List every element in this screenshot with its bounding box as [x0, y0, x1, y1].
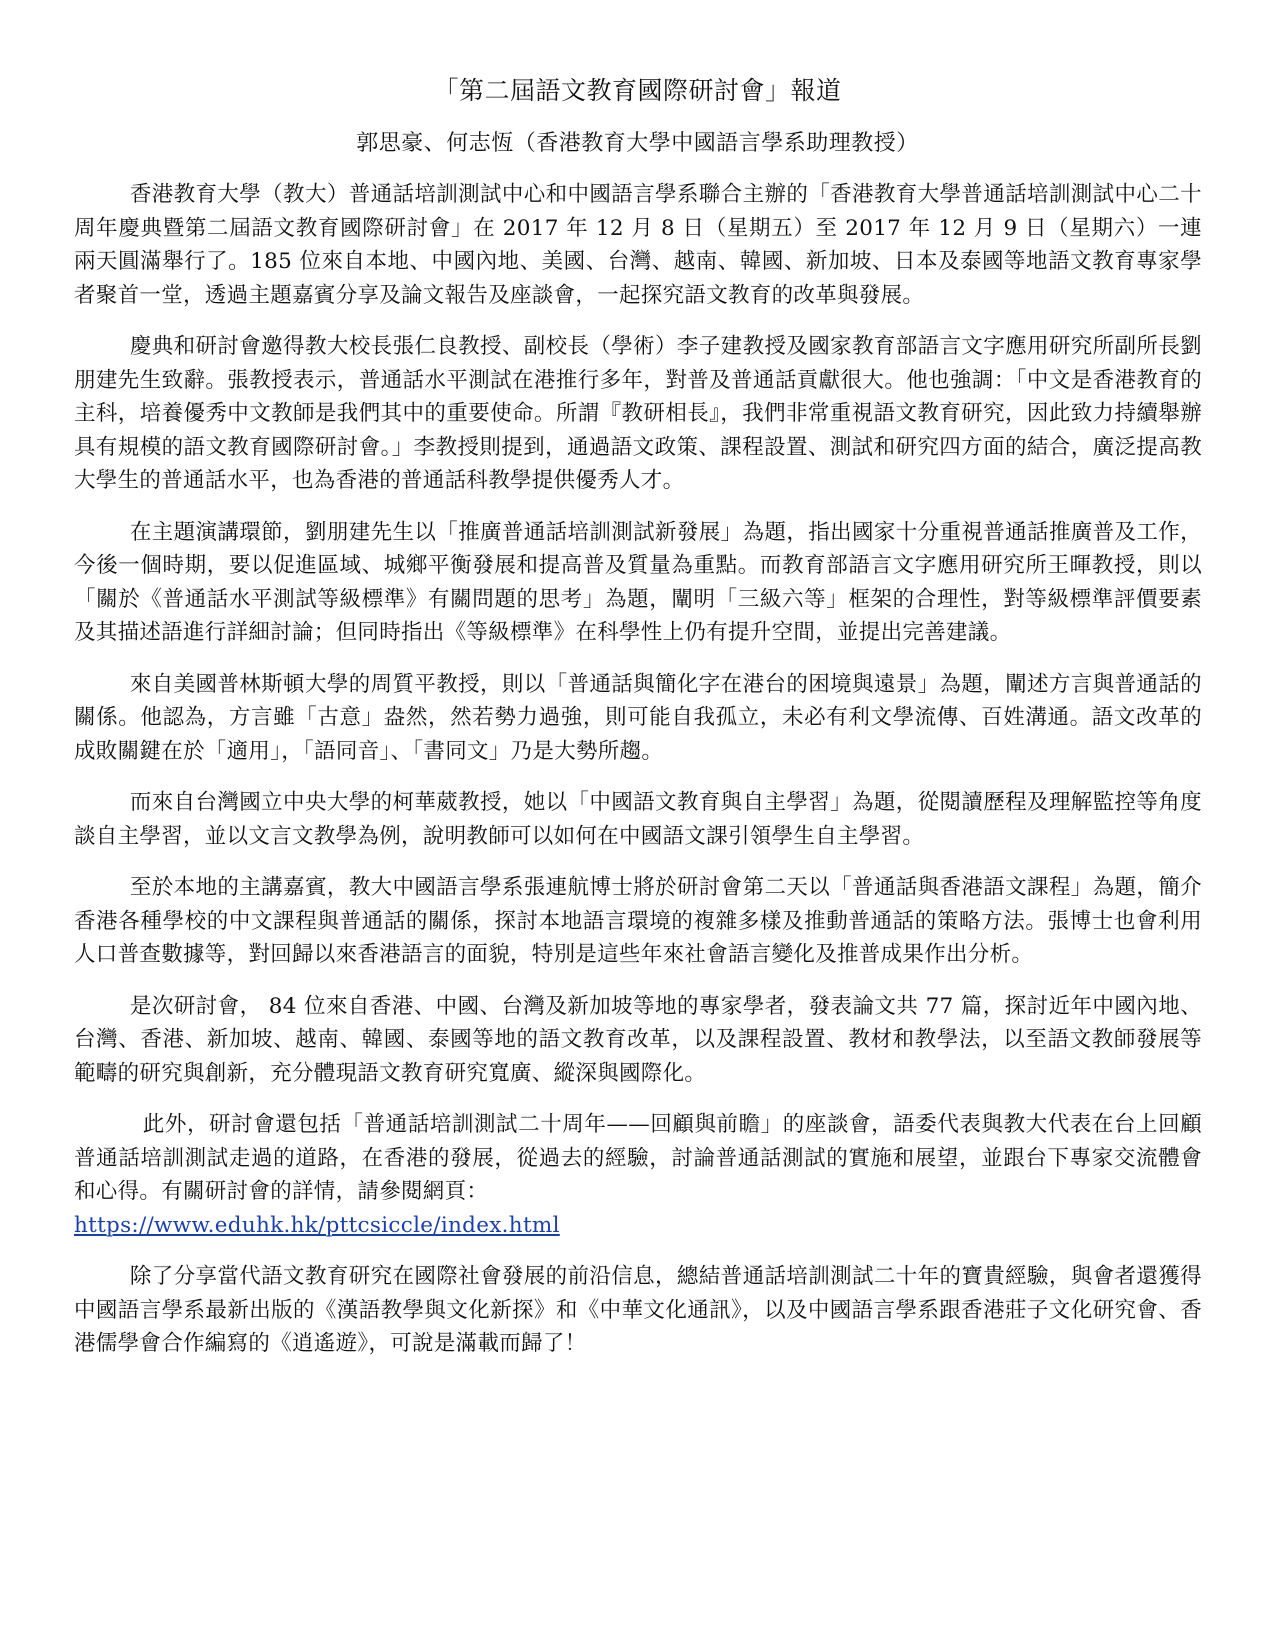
paragraph-speeches: 慶典和研討會邀得教大校長張仁良教授、副校長（學術）李子建教授及國家教育部語言文字應用研究所副所長劉朋建先生致辭。張教授表示，普通話水平測試在港推行多年，對普及普通話貢獻很大。他也強調：「中文是香港教育的主科，培養優秀中文教師是我們其中的重要使命。所謂『教研相長』，我們非常重視語文教育研究，因此致力持續舉辦具有規模的語文教育國際研討會。」李教授則提到，通過語文政策、課程設置、測試和研究四方面的結合，廣泛提高教大學生的普通話水平，也為香港的普通話科教學提供優秀人才。	[74, 334, 1202, 493]
paragraph-closing: 除了分享當代語文教育研究在國際社會發展的前沿信息，總結普通話培訓測試二十年的寶貴經驗，與會者還獲得中國語言學系最新出版的《漢語教學與文化新探》和《中華文化通訊》，以及中國語言學系跟香港莊子文化研究會、香港儒學會合作編寫的《逍遙遊》，可說是滿載而歸了！	[74, 1264, 1202, 1356]
author-line: 郭思豪、何志恆（香港教育大學中國語言學系助理教授）	[356, 131, 919, 156]
paragraph-forum-text: 此外，研討會還包括「普通話培訓測試二十周年——回顧與前瞻」的座談會，語委代表與教大代表在台上回顧普通話培訓測試走過的道路，在香港的發展，從過去的經驗，討論普通話測試的實施和展望，並跟台下專家交流體會和心得。有關研討會的詳情，請參閱網頁：	[74, 1112, 1202, 1204]
paragraph-princeton: 來自美國普林斯頓大學的周質平教授，則以「普通話與簡化字在港台的困境與遠景」為題，闡述方言與普通話的關係。他認為，方言雖「古意」盎然，然若勢力過強，則可能自我孤立，未必有利文學流傳、百姓溝通。語文改革的成敗關鍵在於「適用」，「語同音」、「書同文」乃是大勢所趨。	[74, 671, 1202, 764]
paragraph-local-speaker: 至於本地的主講嘉賓，教大中國語言學系張連航博士將於研討會第二天以「普通話與香港語文課程」為題，簡介香港各種學校的中文課程與普通話的關係，探討本地語言環境的複雜多樣及推動普通話的策略方法。張博士也會利用人口普查數據等，對回歸以來香港語言的面貌，特別是這些年來社會語言變化及推普成果作出分析。	[74, 875, 1202, 967]
paragraph-forum	[74, 1108, 1202, 1242]
paragraph-intro: 香港教育大學（教大）普通話培訓測試中心和中國語言學系聯合主辦的「香港教育大學普通話培訓測試中心二十周年慶典暨第二屆語文教育國際研討會」在 2017 年 12 月 8 日（星期五）至 2017 年 12 月 9 日（星期六）一連兩天圓滿舉行了。185 位來自本地、中國內地、美國、台灣、越南、韓國、新加坡、日本及泰國等地語文教育專家學者聚首一堂，透過主題嘉賓分享及論文報告及座談會，一起探究語文教育的改革與發展。	[74, 182, 1202, 308]
paragraph-papers: 是次研討會， 84 位來自香港、中國、台灣及新加坡等地的專家學者，發表論文共 77 篇，探討近年中國內地、台灣、香港、新加坡、越南、韓國、泰國等地的語文教育改革，以及課程設置、教材和教學法，以至語文教師發展等範疇的研究與創新，充分體現語文教育研究寬廣、縱深與國際化。	[74, 993, 1202, 1086]
article-body	[74, 178, 1202, 1379]
document-title: 「第二屆語文教育國際研討會」報道	[433, 76, 842, 105]
paragraph-taiwan: 而來自台灣國立中央大學的柯華葳教授，她以「中國語文教育與自主學習」為題，從閱讀歷程及理解監控等角度談自主學習，並以文言文教學為例，說明教師可以如何在中國語文課引領學生自主學習。	[74, 790, 1202, 849]
paragraph-keynote: 在主題演講環節，劉朋建先生以「推廣普通話培訓測試新發展」為題，指出國家十分重視普通話推廣普及工作，今後一個時期，要以促進區域、城鄉平衡發展和提高普及質量為重點。而教育部語言文字應用研究所王暉教授，則以「關於《普通話水平測試等級標準》有關問題的思考」為題，闡明「三級六等」框架的合理性，對等級標準評價要素及其描述語進行詳細討論；但同時指出《等級標準》在科學性上仍有提升空間，並提出完善建議。	[74, 519, 1202, 645]
conference-link[interactable]: https://www.eduhk.hk/pttcsiccle/index.html	[74, 1212, 560, 1238]
